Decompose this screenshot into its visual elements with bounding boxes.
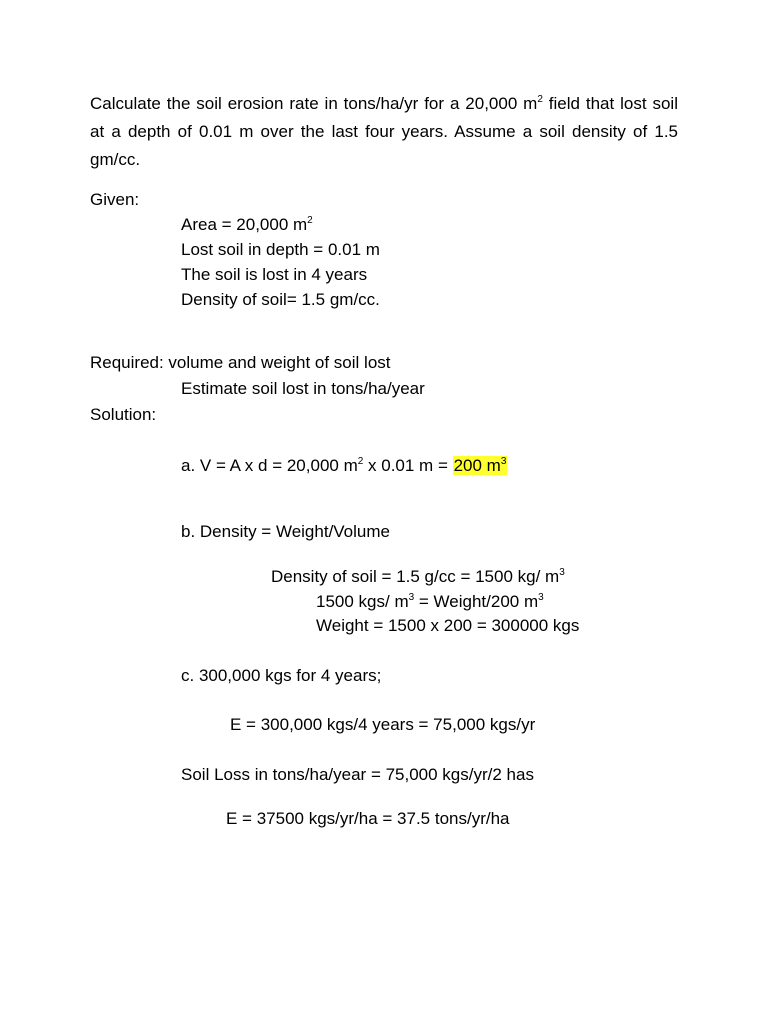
problem-text-end: field that lost soil at a depth of 0.01 m over the last four years. Assume a soil density of 1.5 gm/cc.: [90, 94, 678, 169]
required-second-line: Estimate soil lost in tons/ha/year: [181, 379, 425, 398]
given-area-text: Area = 20,000 m: [181, 215, 308, 234]
step-b-line-1-text: Density of soil = 1.5 g/cc = 1500 kg/ m: [271, 567, 560, 586]
given-area: [181, 213, 313, 237]
step-b-line-2: [316, 590, 544, 614]
step-a-result-highlight: [453, 456, 508, 475]
given-heading: Given:: [90, 190, 140, 209]
required-line: Required: volume and weight of soil lost: [90, 353, 391, 372]
step-b-line-1: [271, 565, 565, 589]
step-b-line-2-superscript-1: 3: [408, 592, 415, 603]
step-b-line-3: Weight = 1500 x 200 = 300000 kgs: [316, 616, 580, 635]
step-b-line-2-text: 1500 kgs/ m: [316, 592, 409, 611]
step-a-result: 200 m: [453, 456, 501, 475]
step-b-line-2-text-end: = Weight/200 m: [414, 592, 539, 611]
step-b-line-1-superscript: 3: [559, 567, 565, 578]
problem-superscript: 2: [537, 94, 543, 105]
step-a-result-superscript: 3: [500, 456, 507, 467]
given-depth: Lost soil in depth = 0.01 m: [181, 240, 380, 259]
problem-statement: [90, 90, 678, 174]
step-a-text-middle: x 0.01 m =: [363, 456, 453, 475]
problem-text-start: Calculate the soil erosion rate in tons/ha/yr for a 20,000 m: [90, 94, 538, 113]
step-a-superscript: 2: [357, 456, 364, 467]
given-density: Density of soil= 1.5 gm/cc.: [181, 290, 380, 309]
solution-heading: Solution:: [90, 405, 157, 424]
step-b-line-2-superscript-2: 3: [538, 592, 544, 603]
solution-step-a: [181, 454, 507, 478]
solution-step-b: b. Density = Weight/Volume: [181, 522, 390, 541]
solution-step-c: c. 300,000 kgs for 4 years;: [181, 666, 382, 685]
step-c-line-1: E = 300,000 kgs/4 years = 75,000 kgs/yr: [230, 715, 536, 734]
step-a-text: a. V = A x d = 20,000 m: [181, 456, 358, 475]
given-area-superscript: 2: [307, 215, 313, 226]
given-years: The soil is lost in 4 years: [181, 265, 368, 284]
step-c-line-2: Soil Loss in tons/ha/year = 75,000 kgs/yr/2 has: [181, 765, 534, 784]
step-c-line-3: E = 37500 kgs/yr/ha = 37.5 tons/yr/ha: [226, 809, 510, 828]
